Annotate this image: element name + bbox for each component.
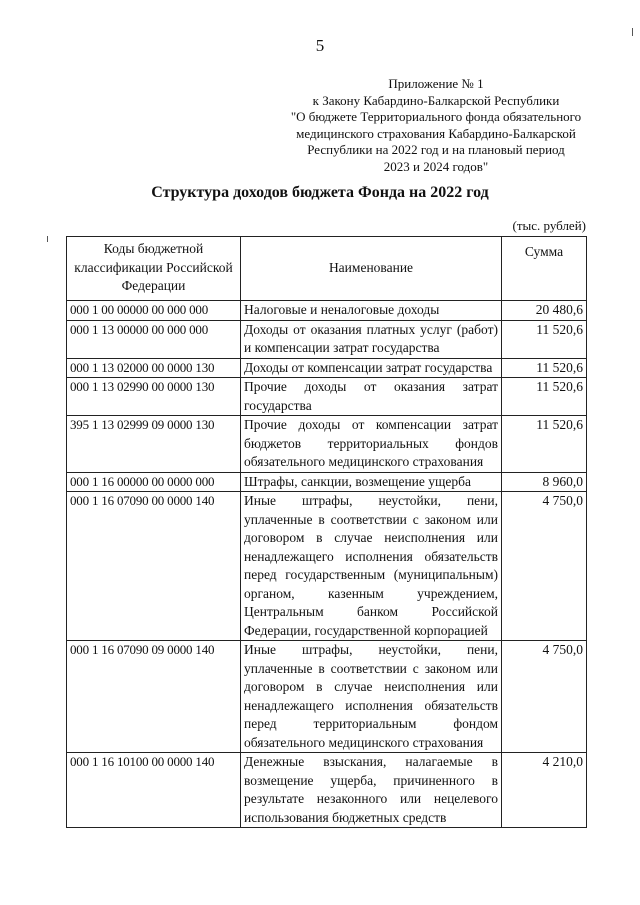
table-row bbox=[67, 472, 587, 492]
row-amount: 11 520,6 bbox=[502, 320, 587, 358]
row-amount: 4 750,0 bbox=[502, 492, 587, 641]
appendix-line: Приложение № 1 bbox=[388, 76, 484, 91]
table-row bbox=[67, 641, 587, 753]
row-code: 000 1 16 10100 00 0000 140 bbox=[67, 753, 241, 828]
row-amount: 11 520,6 bbox=[502, 378, 587, 416]
table-row bbox=[67, 301, 587, 321]
page-number: 5 bbox=[315, 36, 325, 55]
row-name: Иные штрафы, неустойки, пени, уплаченные в соответствии с законом или договором в случае неисполнения или ненадлежащего исполнения обязательств перед территориальным фондом обязательного медицинского страхования bbox=[241, 641, 502, 753]
row-name: Прочие доходы от оказания затрат государства bbox=[241, 378, 502, 416]
row-amount: 8 960,0 bbox=[502, 472, 587, 492]
row-amount: 11 520,6 bbox=[502, 416, 587, 473]
row-amount: 4 210,0 bbox=[502, 753, 587, 828]
row-code: 000 1 16 07090 00 0000 140 bbox=[67, 492, 241, 641]
row-name: Прочие доходы от компенсации затрат бюджетов территориальных фондов обязательного медицинского страхования bbox=[241, 416, 502, 473]
units-label: (тыс. рублей) bbox=[512, 218, 586, 233]
row-name: Налоговые и неналоговые доходы bbox=[241, 301, 502, 321]
table-row bbox=[67, 492, 587, 641]
header-code: Коды бюджетной классификации Российской Федерации bbox=[67, 237, 241, 301]
row-amount: 11 520,6 bbox=[502, 358, 587, 378]
row-code: 000 1 16 00000 00 0000 000 bbox=[67, 472, 241, 492]
appendix-line: к Закону Кабардино-Балкарской Республики bbox=[312, 92, 560, 108]
row-name: Доходы от оказания платных услуг (работ) и компенсации затрат государства bbox=[241, 320, 502, 358]
row-code: 000 1 13 00000 00 000 000 bbox=[67, 320, 241, 358]
scan-margin-mark bbox=[47, 236, 48, 242]
row-code: 395 1 13 02999 09 0000 130 bbox=[67, 416, 241, 473]
row-code: 000 1 13 02000 00 0000 130 bbox=[67, 358, 241, 378]
appendix-line: Республики на 2022 год и на плановый период bbox=[307, 142, 565, 157]
scan-margin-mark bbox=[632, 28, 633, 36]
row-name: Денежные взыскания, налагаемые в возмещение ущерба, причиненного в результате незаконного или нецелевого использования бюджетных средств bbox=[241, 753, 502, 828]
table-row bbox=[67, 320, 587, 358]
row-name: Штрафы, санкции, возмещение ущерба bbox=[241, 472, 502, 492]
appendix-line: "О бюджете Территориального фонда обязательного bbox=[290, 109, 582, 124]
header-amount: Сумма bbox=[502, 237, 587, 301]
header-name: Наименование bbox=[241, 237, 502, 301]
row-code: 000 1 00 00000 00 000 000 bbox=[67, 301, 241, 321]
revenue-table bbox=[66, 236, 587, 828]
table-row bbox=[67, 753, 587, 828]
row-amount: 4 750,0 bbox=[502, 641, 587, 753]
document-title: Структура доходов бюджета Фонда на 2022 год bbox=[151, 184, 489, 201]
row-amount: 20 480,6 bbox=[502, 301, 587, 321]
table-row bbox=[67, 358, 587, 378]
table-row bbox=[67, 378, 587, 416]
row-name: Доходы от компенсации затрат государства bbox=[241, 358, 502, 378]
row-code: 000 1 13 02990 00 0000 130 bbox=[67, 378, 241, 416]
appendix-line: 2023 и 2024 годов" bbox=[383, 158, 489, 174]
table-row bbox=[67, 416, 587, 473]
table-header-row bbox=[67, 237, 587, 301]
row-name: Иные штрафы, неустойки, пени, уплаченные в соответствии с законом или договором в случае неисполнения или ненадлежащего исполнения обязательств перед государственным (муниципальным) органом, казенным учреждением, Центральным банком Российской Федерации, государственной корпорацией bbox=[241, 492, 502, 641]
row-code: 000 1 16 07090 09 0000 140 bbox=[67, 641, 241, 753]
appendix-note bbox=[282, 76, 590, 175]
appendix-line: медицинского страхования Кабардино-Балкарской bbox=[296, 125, 576, 141]
